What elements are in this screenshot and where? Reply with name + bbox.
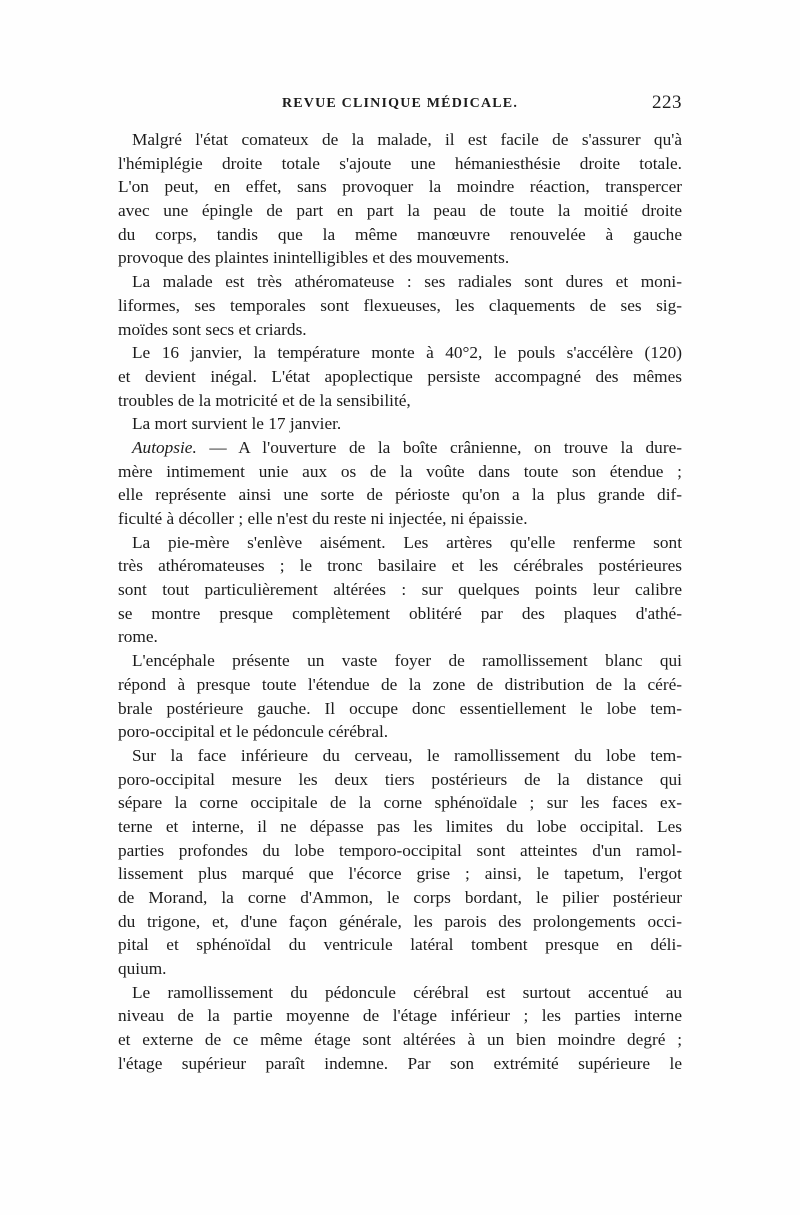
- text-line: parties profondes du lobe temporo-occipital sont atteintes d'un ramol-: [118, 840, 682, 860]
- text-line: Malgré l'état comateux de la malade, il est facile de s'assurer qu'à: [132, 130, 682, 149]
- autopsie-label: Autopsie.: [132, 437, 197, 457]
- text-line: de Morand, la corne d'Ammon, le corps bordant, le pilier postérieur: [118, 888, 682, 907]
- text-line: quium.: [118, 959, 167, 979]
- text-line: Le 16 janvier, la température monte à 40°2, le pouls s'accélère (120): [132, 343, 682, 363]
- text-line: l'hémiplégie droite totale s'ajoute une hémaniesthésie droite totale.: [118, 153, 682, 173]
- text-line: La malade est très athéromateuse : ses radiales sont dures et moni-: [132, 272, 682, 292]
- text-line: La pie-mère s'enlève aisément. Les artères qu'elle renferme sont: [132, 532, 682, 552]
- text-line: avec une épingle de part en part la peau de toute la moitié droite: [118, 201, 682, 221]
- text-line: L'encéphale présente un vaste foyer de ramollissement blanc qui: [132, 651, 682, 671]
- text-line: sépare la corne occipitale de la corne sphénoïdale ; sur les faces ex-: [118, 793, 682, 813]
- text-line: poro-occipital mesure les deux tiers postérieurs de la distance qui: [118, 769, 682, 789]
- text-line: pital et sphénoïdal du ventricule latéral tombent presque en déli-: [118, 935, 682, 955]
- text-line: provoque des plaintes inintelligibles et des mouvements.: [118, 248, 510, 268]
- text-line: niveau de la partie moyenne de l'étage inférieur ; les parties interne: [118, 1006, 682, 1026]
- autopsie-line: [118, 436, 682, 460]
- page-number: 223: [652, 92, 682, 113]
- text-line: répond à presque toute l'étendue de la zone de distribution de la céré-: [118, 674, 682, 694]
- text-line: ficulté à décoller ; elle n'est du reste ni injectée, ni épaissie.: [118, 509, 528, 528]
- text-line: Sur la face inférieure du cerveau, le ramollissement du lobe tem-: [132, 745, 682, 765]
- text-line: lissement plus marqué que l'écorce grise ; ainsi, le tapetum, l'ergot: [118, 864, 682, 884]
- text-line: rome.: [118, 627, 158, 647]
- text-line: mère intimement unie aux os de la voûte dans toute son étendue ;: [118, 461, 682, 481]
- text-line: très athéromateuses ; le tronc basilaire et les cérébrales postérieures: [118, 556, 682, 576]
- running-header: [118, 92, 682, 116]
- text-line: moïdes sont secs et criards.: [118, 319, 307, 339]
- text-line: l'étage supérieur paraît indemne. Par son extrémité supérieure le: [118, 1053, 682, 1073]
- body-text: [118, 128, 682, 1076]
- text-line: du trigone, et, d'une façon générale, les parois des prolongements occi-: [118, 911, 682, 931]
- text-line: se montre presque complètement oblitéré par des plaques d'athé-: [118, 603, 682, 623]
- text-line: du corps, tandis que la même manœuvre renouvelée à gauche: [118, 224, 682, 244]
- text-line: — A l'ouverture de la boîte crânienne, on trouve la dure-: [209, 437, 682, 457]
- text-line: et devient inégal. L'état apoplectique persiste accompagné des mêmes: [118, 366, 682, 386]
- running-title: REVUE CLINIQUE MÉDICALE.: [281, 96, 519, 111]
- text-line: elle représente ainsi une sorte de périoste qu'on a la plus grande dif-: [118, 485, 682, 505]
- text-line: et externe de ce même étage sont altérées à un bien moindre degré ;: [118, 1030, 682, 1050]
- text-line: La mort survient le 17 janvier.: [132, 414, 342, 434]
- text-line: brale postérieure gauche. Il occupe donc essentiellement le lobe tem-: [118, 698, 682, 718]
- text-line: sont tout particulièrement altérées : sur quelques points leur calibre: [118, 580, 682, 600]
- text-line: L'on peut, en effet, sans provoquer la moindre réaction, transpercer: [118, 177, 682, 197]
- text-line: liformes, ses temporales sont flexueuses, les claquements de ses sig-: [118, 295, 682, 315]
- text-line: troubles de la motricité et de la sensibilité,: [118, 390, 411, 410]
- text-line: terne et interne, il ne dépasse pas les limites du lobe occipital. Les: [118, 816, 682, 836]
- text-line: Le ramollissement du pédoncule cérébral est surtout accentué au: [132, 982, 682, 1002]
- text-line: poro-occipital et le pédoncule cérébral.: [118, 722, 389, 742]
